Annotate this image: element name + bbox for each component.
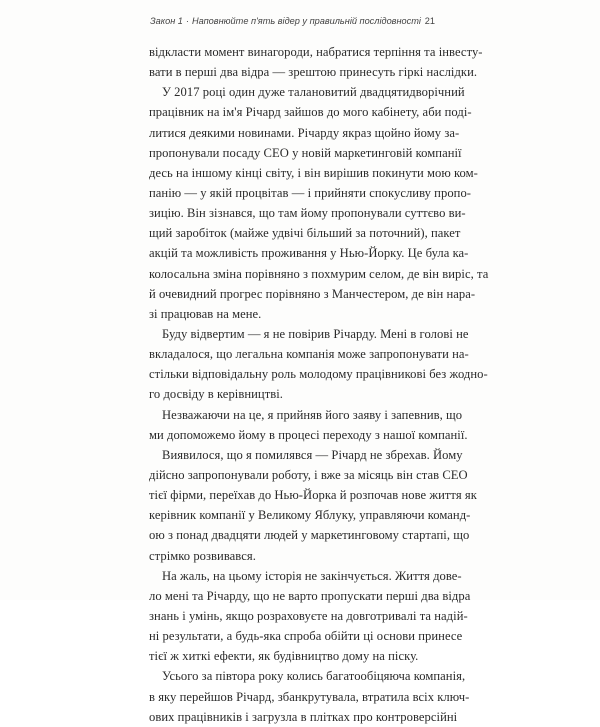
text-line: пропонували посаду СЕО у новій маркетинговій компанії [149,145,462,160]
text-line: ою з понад двадцяти людей у маркетинговому стартапі, що [149,528,470,543]
text-line: акцій та можливість проживання у Нью-Йорку. Це була ка- [149,246,469,261]
text-line: ми допоможемо йому в процесі переходу з нашої компанії. [149,427,468,442]
text-line: панію — у якій процвітав — і прийняти спокусливу пропо- [149,185,472,200]
text-line: стрімко розвивався. [149,548,256,563]
text-line: ні результати, а будь-яка спроба обійти ці основи принесе [149,629,463,644]
text-line: щий заробіток (майже удвічі більший за поточний), пакет [149,226,461,241]
text-line: Усього за півтора року колись багатообіцяюча компанія, [162,669,466,684]
text-line: го досвіду в керівництві. [149,387,284,402]
text-line: керівник компанії у Великому Яблуку, управляючи команд- [149,508,471,523]
text-line: ло мені та Річарду, що не варто пропускати перші два відра [149,588,471,603]
text-line: литися деякими новинами. Річарду якраз щойно йому за- [149,125,460,140]
text-line: працівник на ім'я Річард зайшов до мого кабінету, аби поді- [149,105,472,120]
text-line: дійсно запропонували роботу, і вже за місяць він став СЕО [149,467,468,482]
running-head-chapter [150,16,421,26]
text-line: колосальна зміна порівняно з похмурим селом, де він виріс, та [149,266,489,281]
text-line: У 2017 році один дуже талановитий двадцятидворічний [162,85,465,100]
text-line: Буду відвертим — я не повірив Річарду. Мені в голові не [162,326,469,341]
text-line: зицію. Він зізнався, що там йому пропонували суттєво ви- [149,206,466,221]
text-line: Виявилося, що я помилявся — Річард не збрехав. Йому [162,447,463,462]
text-line: Незважаючи на це, я прийняв його заяву і запевнив, що [162,407,463,422]
text-line: в яку перейшов Річард, збанкрутувала, втратила всіх ключ- [149,689,470,704]
text-line: зі працював на мене. [149,306,262,321]
running-head [150,16,435,30]
text-line: стільки відповідальну роль молодому працівникові без жодно- [149,367,488,382]
page-number: 21 [424,16,435,26]
body-text [149,42,489,727]
text-line: відкласти момент винагороди, набратися терпіння та інвесту- [149,45,483,59]
running-head-separator: · [185,16,189,26]
text-line: тієї фірми, переїхав до Нью-Йорка й розпочав нове життя як [149,488,477,503]
chapter-title: Наповнюйте п'ять відер у правильній послідовності [191,16,421,26]
text-line: На жаль, на цьому історія не закінчується. Життя дове- [162,568,462,583]
text-line: вати в перші два відра — зрештою принесуть гіркі наслідки. [149,65,478,80]
text-line: ових працівників і загрузла в плітках про контроверсійні [149,709,458,724]
text-line: й очевидний прогрес порівняно з Манчестером, де він нара- [149,286,476,301]
text-line: десь на іншому кінці світу, і він вирішив покинути мою ком- [149,165,478,180]
text-line: тієї ж хиткі ефекти, як будівництво дому на піску. [149,649,419,664]
text-line: вкладалося, що легальна компанія може запропонувати на- [149,347,469,362]
text-line: знань і умінь, якщо розраховуєте на довготривалі та надій- [149,608,468,623]
chapter-label: Закон 1 [150,16,183,26]
